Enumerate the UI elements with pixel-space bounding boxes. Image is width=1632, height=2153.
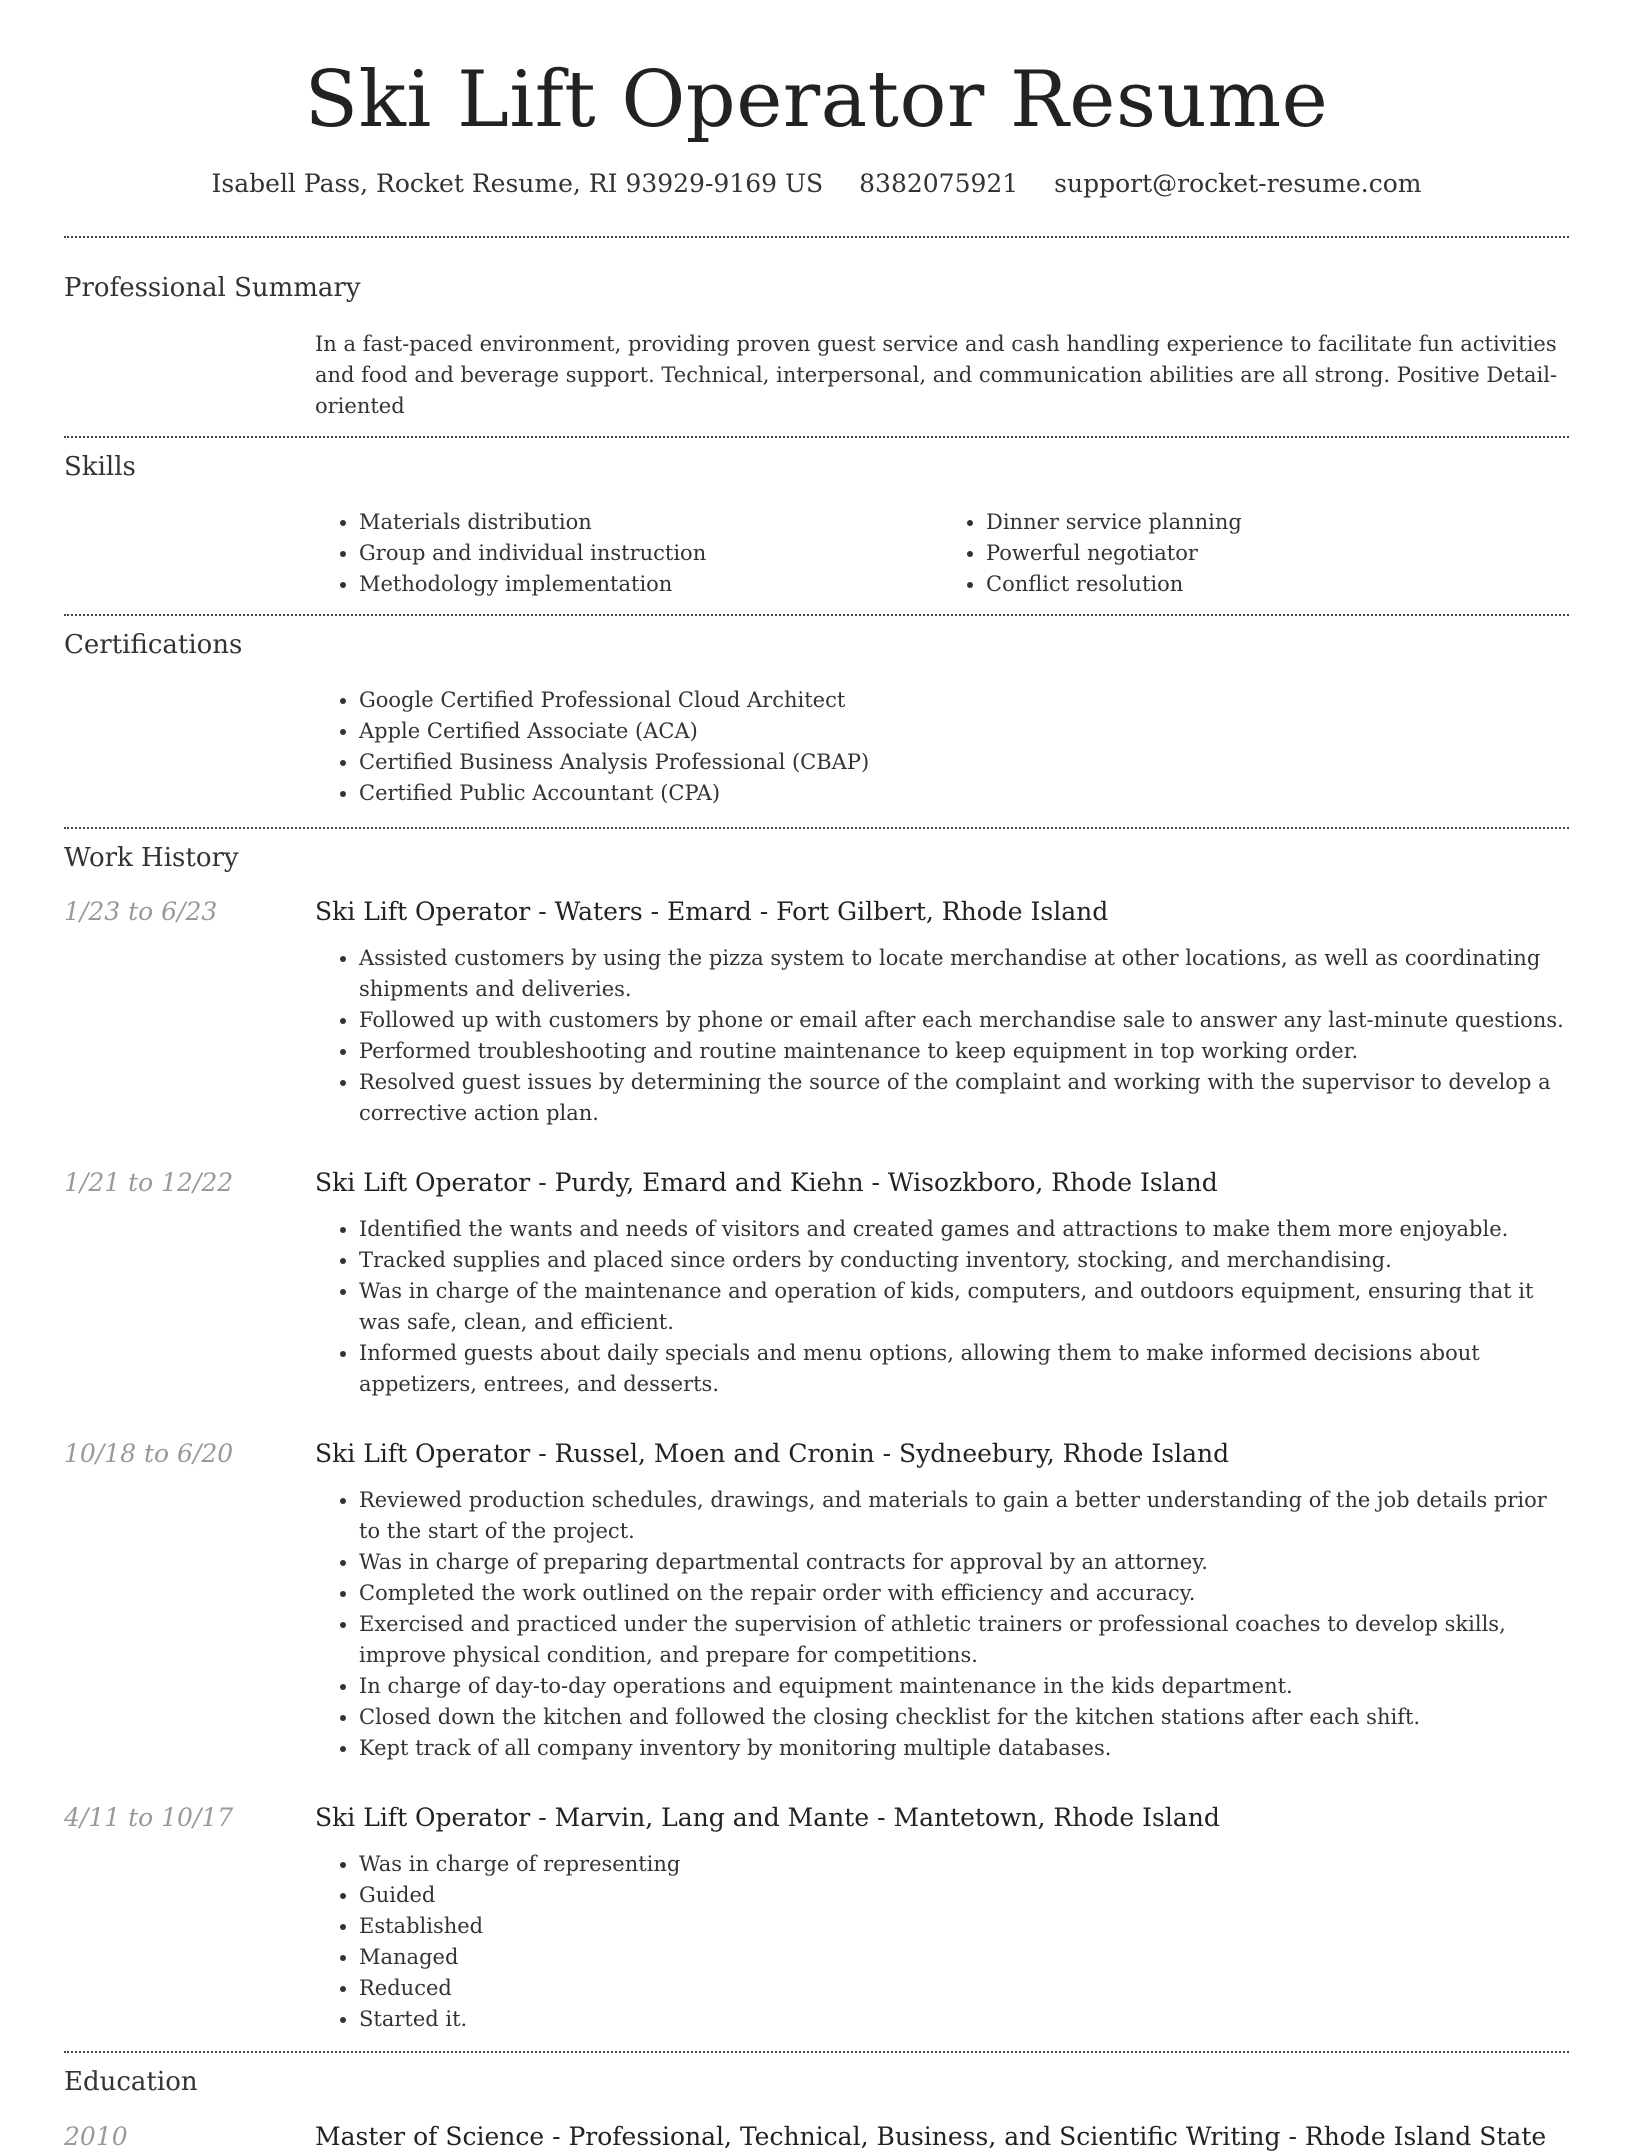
job-bullets bbox=[315, 1849, 1569, 2035]
job-title: Ski Lift Operator - Russel, Moen and Cronin - Sydneebury, Rhode Island bbox=[315, 1439, 1230, 1468]
job-entry bbox=[64, 1802, 1569, 2035]
section-heading-skills: Skills bbox=[64, 452, 136, 482]
job-bullet: • Completed the work outlined on the repair order with efficiency and accuracy. bbox=[359, 1578, 1569, 1609]
job-bullet: • Informed guests about daily specials and menu options, allowing them to make informed decisions about appetizers, entrees, and desserts. bbox=[359, 1338, 1569, 1400]
resume-page bbox=[64, 0, 1569, 2153]
work-history-section bbox=[64, 841, 1569, 2035]
divider bbox=[64, 436, 1569, 438]
job-entry bbox=[64, 896, 1569, 1129]
contact-email: support@rocket-resume.com bbox=[1054, 169, 1422, 198]
skill-item: • Materials distribution bbox=[359, 507, 942, 538]
skills-column-1 bbox=[315, 507, 942, 600]
job-bullet: • Kept track of all company inventory by monitoring multiple databases. bbox=[359, 1733, 1569, 1764]
job-bullet: • Was in charge of preparing departmental contracts for approval by an attorney. bbox=[359, 1547, 1569, 1578]
divider bbox=[64, 2051, 1569, 2053]
job-bullet: • Established bbox=[359, 1911, 1569, 1942]
job-bullets bbox=[315, 943, 1569, 1129]
job-bullet: • Managed bbox=[359, 1942, 1569, 1973]
job-bullet: • Reviewed production schedules, drawings, and materials to gain a better understanding of the job details prior to the start of the project. bbox=[359, 1485, 1569, 1547]
summary-section bbox=[64, 271, 1569, 422]
job-title: Ski Lift Operator - Purdy, Emard and Kiehn - Wisozkboro, Rhode Island bbox=[315, 1168, 1218, 1197]
contact-address: Isabell Pass, Rocket Resume, RI 93929-9169 US bbox=[211, 169, 824, 198]
skills-column-2 bbox=[942, 507, 1569, 600]
certification-item: • Certified Public Accountant (CPA) bbox=[359, 778, 1569, 809]
job-bullet: • Closed down the kitchen and followed the closing checklist for the kitchen stations after each shift. bbox=[359, 1702, 1569, 1733]
certification-item: • Certified Business Analysis Professional (CBAP) bbox=[359, 747, 1569, 778]
job-bullet: • Tracked supplies and placed since orders by conducting inventory, stocking, and merchandising. bbox=[359, 1245, 1569, 1276]
job-bullet: • Started it. bbox=[359, 2004, 1569, 2035]
job-bullet: • Resolved guest issues by determining the source of the complaint and working with the supervisor to develop a corrective action plan. bbox=[359, 1067, 1569, 1129]
skill-item: • Dinner service planning bbox=[986, 507, 1569, 538]
job-bullets bbox=[315, 1214, 1569, 1400]
job-bullet: • Was in charge of representing bbox=[359, 1849, 1569, 1880]
certification-item: • Apple Certified Associate (ACA) bbox=[359, 716, 1569, 747]
job-bullet: • Identified the wants and needs of visitors and created games and attractions to make them more enjoyable. bbox=[359, 1214, 1569, 1245]
skill-item: • Methodology implementation bbox=[359, 569, 942, 600]
certifications-section bbox=[64, 628, 1569, 809]
resume-title: Ski Lift Operator Resume bbox=[304, 55, 1329, 145]
job-date: 10/18 to 6/20 bbox=[64, 1439, 234, 1468]
section-heading-work-history: Work History bbox=[64, 843, 239, 873]
job-bullet: • In charge of day-to-day operations and equipment maintenance in the kids department. bbox=[359, 1671, 1569, 1702]
job-bullet: • Performed troubleshooting and routine maintenance to keep equipment in top working order. bbox=[359, 1036, 1569, 1067]
certifications-list bbox=[315, 685, 1569, 809]
job-entry bbox=[64, 1438, 1569, 1764]
job-bullet: • Exercised and practiced under the supervision of athletic trainers or professional coaches to develop skills, improve physical condition, and prepare for competitions. bbox=[359, 1609, 1569, 1671]
divider bbox=[64, 236, 1569, 238]
divider bbox=[64, 827, 1569, 829]
job-bullet: • Reduced bbox=[359, 1973, 1569, 2004]
job-bullet: • Followed up with customers by phone or email after each merchandise sale to answer any last-minute questions. bbox=[359, 1005, 1569, 1036]
job-date: 4/11 to 10/17 bbox=[64, 1803, 234, 1832]
skills-section bbox=[64, 450, 1569, 600]
skill-item: • Conflict resolution bbox=[986, 569, 1569, 600]
education-entry bbox=[64, 2121, 1569, 2153]
skills-list bbox=[315, 507, 1569, 600]
skill-item: • Powerful negotiator bbox=[986, 538, 1569, 569]
job-bullets bbox=[315, 1485, 1569, 1764]
job-date: 1/21 to 12/22 bbox=[64, 1168, 234, 1197]
job-bullet: • Was in charge of the maintenance and operation of kids, computers, and outdoors equipment, ensuring that it was safe, clean, and efficient. bbox=[359, 1276, 1569, 1338]
job-entry bbox=[64, 1167, 1569, 1400]
job-title: Ski Lift Operator - Waters - Emard - Fort Gilbert, Rhode Island bbox=[315, 897, 1109, 926]
divider bbox=[64, 614, 1569, 616]
education-title: Master of Science - Professional, Technical, Business, and Scientific Writing - Rhode Island State bbox=[315, 2122, 1547, 2151]
section-heading-summary: Professional Summary bbox=[64, 273, 361, 303]
summary-text: In a fast-paced environment, providing proven guest service and cash handling experience to facilitate fun activities and food and beverage support. Technical, interpersonal, and communication abilities are all strong. Positive Detail-oriented bbox=[315, 332, 1558, 418]
job-title: Ski Lift Operator - Marvin, Lang and Mante - Mantetown, Rhode Island bbox=[315, 1803, 1220, 1832]
certification-item: • Google Certified Professional Cloud Architect bbox=[359, 685, 1569, 716]
skill-item: • Group and individual instruction bbox=[359, 538, 942, 569]
contact-line bbox=[64, 168, 1569, 200]
section-heading-certifications: Certifications bbox=[64, 630, 243, 660]
section-heading-education: Education bbox=[64, 2067, 198, 2097]
job-bullet: • Guided bbox=[359, 1880, 1569, 1911]
job-date: 1/23 to 6/23 bbox=[64, 897, 218, 926]
education-section bbox=[64, 2065, 1569, 2153]
job-bullet: • Assisted customers by using the pizza system to locate merchandise at other locations, as well as coordinating shipments and deliveries. bbox=[359, 943, 1569, 1005]
contact-phone: 8382075921 bbox=[859, 169, 1019, 198]
education-date: 2010 bbox=[64, 2122, 128, 2151]
